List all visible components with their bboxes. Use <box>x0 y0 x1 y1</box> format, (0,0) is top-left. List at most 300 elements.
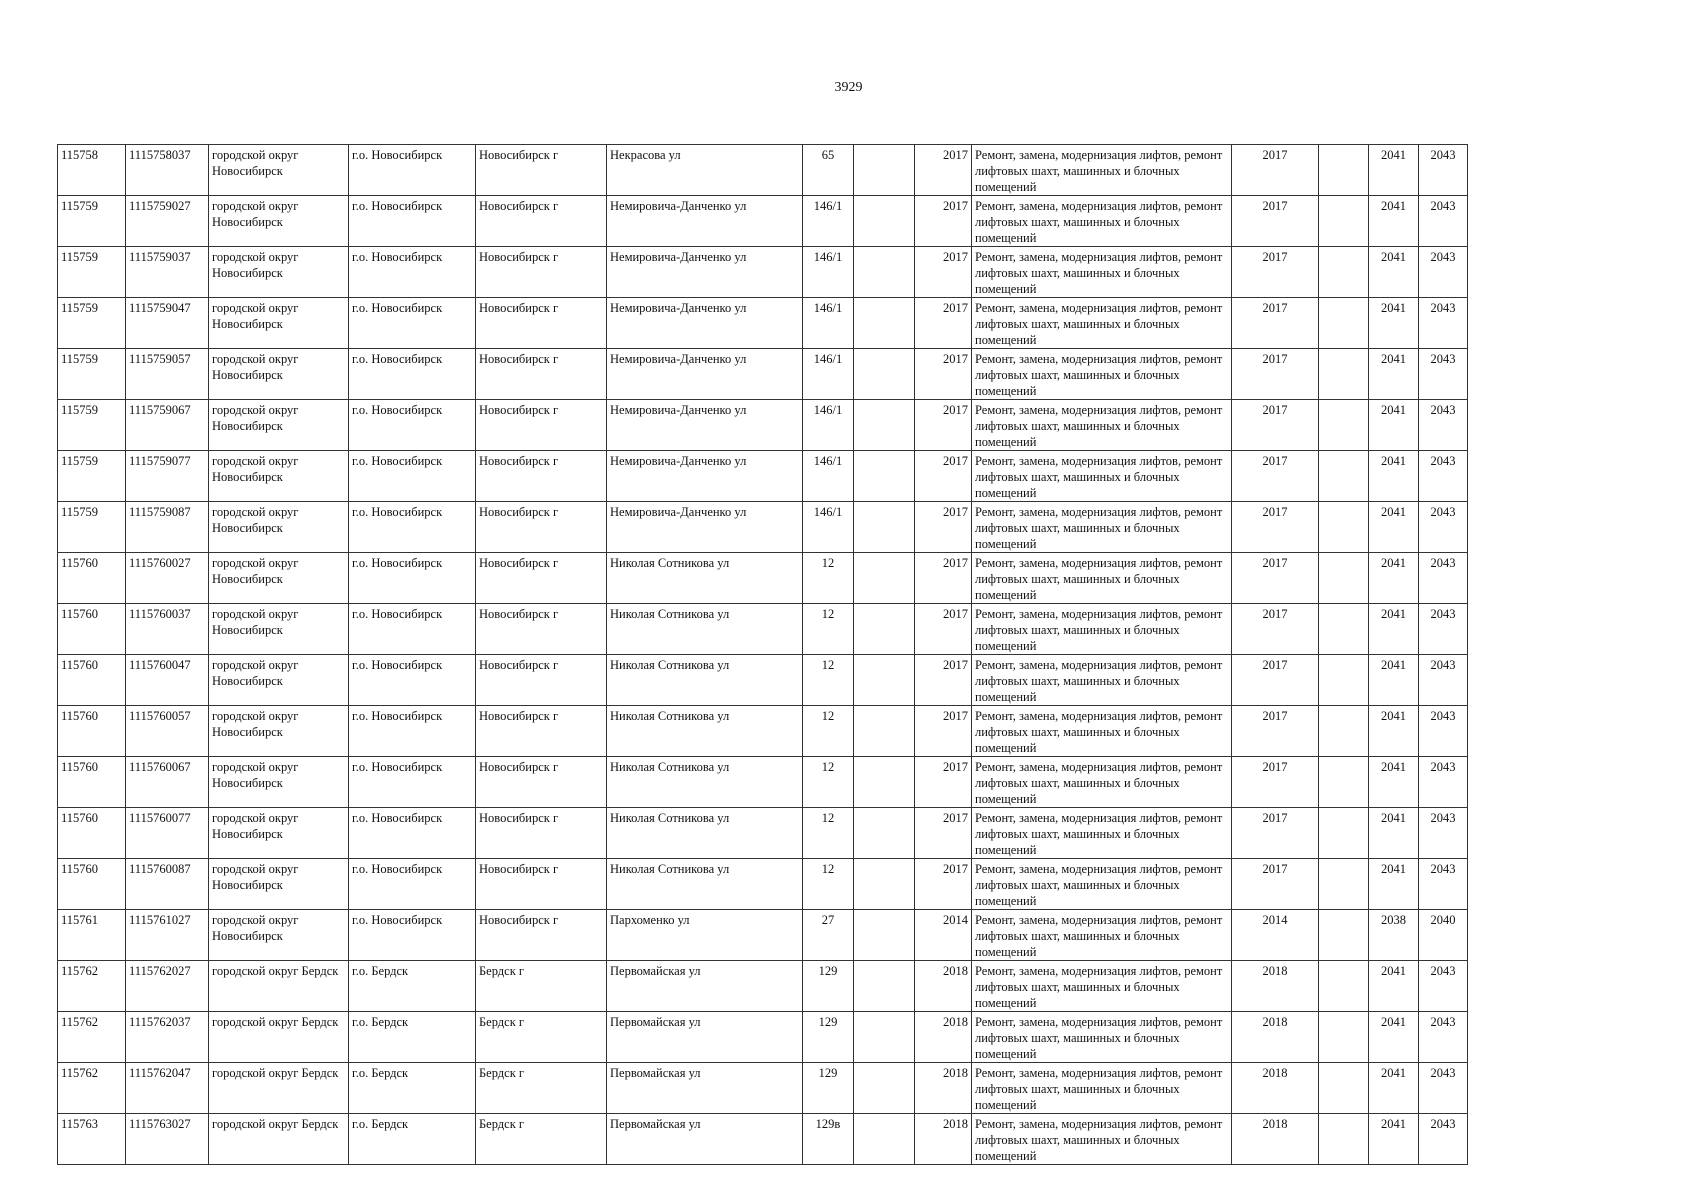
cell-district: городской округ Новосибирск <box>209 298 349 349</box>
cell-street: Николая Сотникова ул <box>607 604 803 655</box>
cell-extra <box>854 757 915 808</box>
cell-house: 146/1 <box>803 400 854 451</box>
cell-house: 129 <box>803 1063 854 1114</box>
cell-plan-year: 2018 <box>1232 1114 1319 1165</box>
table-row <box>58 145 1468 196</box>
cell-id: 115760 <box>58 859 126 910</box>
cell-to-year: 2043 <box>1419 655 1468 706</box>
cell-work-type: Ремонт, замена, модернизация лифтов, ремонт лифтовых шахт, машинных и блочных помещений <box>972 247 1232 298</box>
cell-to-year: 2043 <box>1419 451 1468 502</box>
cell-municipality: г.о. Новосибирск <box>349 706 476 757</box>
cell-extra <box>854 400 915 451</box>
cell-to-year: 2043 <box>1419 298 1468 349</box>
cell-id: 115759 <box>58 196 126 247</box>
cell-code: 1115760047 <box>126 655 209 706</box>
cell-city: Бердск г <box>476 1063 607 1114</box>
cell-to-year: 2043 <box>1419 604 1468 655</box>
cell-municipality: г.о. Новосибирск <box>349 859 476 910</box>
table-row <box>58 910 1468 961</box>
cell-from-year: 2041 <box>1369 502 1419 553</box>
cell-code: 1115759047 <box>126 298 209 349</box>
cell-blank <box>1319 298 1369 349</box>
cell-city: Новосибирск г <box>476 706 607 757</box>
cell-from-year: 2041 <box>1369 247 1419 298</box>
cell-municipality: г.о. Новосибирск <box>349 247 476 298</box>
cell-city: Новосибирск г <box>476 451 607 502</box>
cell-build-year: 2018 <box>915 1114 972 1165</box>
cell-extra <box>854 910 915 961</box>
cell-municipality: г.о. Новосибирск <box>349 757 476 808</box>
cell-district: городской округ Новосибирск <box>209 655 349 706</box>
cell-municipality: г.о. Бердск <box>349 1012 476 1063</box>
cell-extra <box>854 808 915 859</box>
cell-code: 1115759037 <box>126 247 209 298</box>
cell-id: 115759 <box>58 349 126 400</box>
cell-house: 12 <box>803 757 854 808</box>
cell-blank <box>1319 451 1369 502</box>
cell-to-year: 2040 <box>1419 910 1468 961</box>
table-row <box>58 247 1468 298</box>
cell-extra <box>854 349 915 400</box>
table-row <box>58 757 1468 808</box>
cell-blank <box>1319 706 1369 757</box>
cell-build-year: 2017 <box>915 859 972 910</box>
cell-id: 115762 <box>58 961 126 1012</box>
cell-municipality: г.о. Новосибирск <box>349 910 476 961</box>
cell-from-year: 2041 <box>1369 1012 1419 1063</box>
cell-id: 115763 <box>58 1114 126 1165</box>
cell-build-year: 2017 <box>915 502 972 553</box>
cell-build-year: 2017 <box>915 808 972 859</box>
cell-district: городской округ Новосибирск <box>209 196 349 247</box>
cell-street: Первомайская ул <box>607 961 803 1012</box>
cell-id: 115762 <box>58 1063 126 1114</box>
cell-house: 12 <box>803 859 854 910</box>
cell-work-type: Ремонт, замена, модернизация лифтов, ремонт лифтовых шахт, машинных и блочных помещений <box>972 1114 1232 1165</box>
cell-build-year: 2017 <box>915 400 972 451</box>
cell-house: 146/1 <box>803 298 854 349</box>
cell-id: 115760 <box>58 655 126 706</box>
cell-city: Новосибирск г <box>476 655 607 706</box>
cell-to-year: 2043 <box>1419 1012 1468 1063</box>
table-row <box>58 961 1468 1012</box>
cell-municipality: г.о. Новосибирск <box>349 502 476 553</box>
cell-blank <box>1319 655 1369 706</box>
cell-house: 146/1 <box>803 502 854 553</box>
cell-street: Пархоменко ул <box>607 910 803 961</box>
cell-plan-year: 2017 <box>1232 757 1319 808</box>
cell-from-year: 2041 <box>1369 808 1419 859</box>
cell-build-year: 2017 <box>915 247 972 298</box>
cell-extra <box>854 961 915 1012</box>
cell-extra <box>854 145 915 196</box>
cell-plan-year: 2018 <box>1232 1012 1319 1063</box>
cell-house: 12 <box>803 706 854 757</box>
cell-district: городской округ Бердск <box>209 1012 349 1063</box>
cell-work-type: Ремонт, замена, модернизация лифтов, ремонт лифтовых шахт, машинных и блочных помещений <box>972 298 1232 349</box>
cell-to-year: 2043 <box>1419 808 1468 859</box>
cell-code: 1115758037 <box>126 145 209 196</box>
cell-from-year: 2041 <box>1369 655 1419 706</box>
cell-municipality: г.о. Новосибирск <box>349 349 476 400</box>
cell-extra <box>854 1012 915 1063</box>
cell-blank <box>1319 1063 1369 1114</box>
cell-extra <box>854 451 915 502</box>
cell-code: 1115762027 <box>126 961 209 1012</box>
cell-street: Николая Сотникова ул <box>607 859 803 910</box>
cell-house: 129 <box>803 1012 854 1063</box>
cell-house: 146/1 <box>803 196 854 247</box>
cell-to-year: 2043 <box>1419 757 1468 808</box>
cell-extra <box>854 247 915 298</box>
cell-city: Новосибирск г <box>476 553 607 604</box>
table-row <box>58 604 1468 655</box>
cell-code: 1115760067 <box>126 757 209 808</box>
cell-build-year: 2018 <box>915 1012 972 1063</box>
cell-house: 146/1 <box>803 247 854 298</box>
cell-plan-year: 2018 <box>1232 1063 1319 1114</box>
cell-blank <box>1319 1012 1369 1063</box>
cell-district: городской округ Новосибирск <box>209 145 349 196</box>
table-row <box>58 655 1468 706</box>
cell-build-year: 2018 <box>915 1063 972 1114</box>
cell-id: 115760 <box>58 553 126 604</box>
cell-id: 115759 <box>58 502 126 553</box>
cell-city: Новосибирск г <box>476 145 607 196</box>
cell-blank <box>1319 604 1369 655</box>
cell-code: 1115759057 <box>126 349 209 400</box>
cell-code: 1115759077 <box>126 451 209 502</box>
cell-district: городской округ Новосибирск <box>209 706 349 757</box>
cell-house: 12 <box>803 655 854 706</box>
cell-code: 1115760057 <box>126 706 209 757</box>
cell-plan-year: 2017 <box>1232 400 1319 451</box>
cell-blank <box>1319 553 1369 604</box>
cell-id: 115759 <box>58 400 126 451</box>
cell-to-year: 2043 <box>1419 961 1468 1012</box>
cell-street: Немировича-Данченко ул <box>607 451 803 502</box>
cell-from-year: 2038 <box>1369 910 1419 961</box>
cell-district: городской округ Бердск <box>209 1063 349 1114</box>
cell-to-year: 2043 <box>1419 1114 1468 1165</box>
cell-blank <box>1319 808 1369 859</box>
cell-blank <box>1319 196 1369 247</box>
cell-from-year: 2041 <box>1369 961 1419 1012</box>
cell-id: 115760 <box>58 706 126 757</box>
cell-plan-year: 2017 <box>1232 706 1319 757</box>
cell-work-type: Ремонт, замена, модернизация лифтов, ремонт лифтовых шахт, машинных и блочных помещений <box>972 502 1232 553</box>
table-row <box>58 1012 1468 1063</box>
cell-from-year: 2041 <box>1369 859 1419 910</box>
cell-street: Немировича-Данченко ул <box>607 400 803 451</box>
cell-municipality: г.о. Новосибирск <box>349 400 476 451</box>
cell-district: городской округ Новосибирск <box>209 910 349 961</box>
registry-rows <box>58 145 1468 1165</box>
cell-to-year: 2043 <box>1419 145 1468 196</box>
cell-city: Новосибирск г <box>476 196 607 247</box>
cell-build-year: 2017 <box>915 145 972 196</box>
cell-to-year: 2043 <box>1419 502 1468 553</box>
cell-municipality: г.о. Новосибирск <box>349 145 476 196</box>
cell-build-year: 2017 <box>915 706 972 757</box>
cell-code: 1115762037 <box>126 1012 209 1063</box>
cell-house: 12 <box>803 808 854 859</box>
cell-district: городской округ Новосибирск <box>209 400 349 451</box>
cell-city: Новосибирск г <box>476 910 607 961</box>
cell-work-type: Ремонт, замена, модернизация лифтов, ремонт лифтовых шахт, машинных и блочных помещений <box>972 757 1232 808</box>
cell-blank <box>1319 247 1369 298</box>
cell-city: Бердск г <box>476 961 607 1012</box>
cell-from-year: 2041 <box>1369 604 1419 655</box>
cell-extra <box>854 1114 915 1165</box>
cell-house: 146/1 <box>803 349 854 400</box>
cell-build-year: 2017 <box>915 553 972 604</box>
cell-plan-year: 2017 <box>1232 247 1319 298</box>
cell-street: Немировича-Данченко ул <box>607 349 803 400</box>
cell-build-year: 2017 <box>915 298 972 349</box>
cell-build-year: 2017 <box>915 757 972 808</box>
cell-work-type: Ремонт, замена, модернизация лифтов, ремонт лифтовых шахт, машинных и блочных помещений <box>972 859 1232 910</box>
cell-code: 1115759067 <box>126 400 209 451</box>
cell-city: Новосибирск г <box>476 400 607 451</box>
cell-plan-year: 2017 <box>1232 298 1319 349</box>
cell-id: 115759 <box>58 247 126 298</box>
cell-plan-year: 2017 <box>1232 553 1319 604</box>
page-number: 3929 <box>834 80 863 95</box>
cell-district: городской округ Бердск <box>209 961 349 1012</box>
cell-work-type: Ремонт, замена, модернизация лифтов, ремонт лифтовых шахт, машинных и блочных помещений <box>972 808 1232 859</box>
cell-from-year: 2041 <box>1369 706 1419 757</box>
table-row <box>58 502 1468 553</box>
cell-work-type: Ремонт, замена, модернизация лифтов, ремонт лифтовых шахт, машинных и блочных помещений <box>972 604 1232 655</box>
cell-city: Новосибирск г <box>476 808 607 859</box>
cell-extra <box>854 706 915 757</box>
cell-plan-year: 2017 <box>1232 859 1319 910</box>
table-row <box>58 808 1468 859</box>
table-row <box>58 706 1468 757</box>
table-row <box>58 400 1468 451</box>
cell-street: Николая Сотникова ул <box>607 706 803 757</box>
cell-work-type: Ремонт, замена, модернизация лифтов, ремонт лифтовых шахт, машинных и блочных помещений <box>972 910 1232 961</box>
cell-blank <box>1319 961 1369 1012</box>
cell-house: 27 <box>803 910 854 961</box>
cell-street: Немировича-Данченко ул <box>607 502 803 553</box>
cell-municipality: г.о. Новосибирск <box>349 451 476 502</box>
cell-from-year: 2041 <box>1369 400 1419 451</box>
cell-plan-year: 2017 <box>1232 502 1319 553</box>
cell-plan-year: 2017 <box>1232 808 1319 859</box>
cell-street: Первомайская ул <box>607 1063 803 1114</box>
table-row <box>58 298 1468 349</box>
cell-district: городской округ Новосибирск <box>209 757 349 808</box>
cell-work-type: Ремонт, замена, модернизация лифтов, ремонт лифтовых шахт, машинных и блочных помещений <box>972 196 1232 247</box>
cell-code: 1115760077 <box>126 808 209 859</box>
cell-street: Николая Сотникова ул <box>607 553 803 604</box>
cell-municipality: г.о. Бердск <box>349 1114 476 1165</box>
cell-from-year: 2041 <box>1369 145 1419 196</box>
cell-id: 115760 <box>58 604 126 655</box>
table-row <box>58 859 1468 910</box>
cell-work-type: Ремонт, замена, модернизация лифтов, ремонт лифтовых шахт, машинных и блочных помещений <box>972 145 1232 196</box>
cell-from-year: 2041 <box>1369 553 1419 604</box>
cell-to-year: 2043 <box>1419 706 1468 757</box>
cell-work-type: Ремонт, замена, модернизация лифтов, ремонт лифтовых шахт, машинных и блочных помещений <box>972 706 1232 757</box>
cell-district: городской округ Новосибирск <box>209 502 349 553</box>
cell-extra <box>854 859 915 910</box>
cell-id: 115760 <box>58 757 126 808</box>
cell-extra <box>854 1063 915 1114</box>
cell-code: 1115762047 <box>126 1063 209 1114</box>
cell-street: Некрасова ул <box>607 145 803 196</box>
cell-build-year: 2014 <box>915 910 972 961</box>
cell-work-type: Ремонт, замена, модернизация лифтов, ремонт лифтовых шахт, машинных и блочных помещений <box>972 349 1232 400</box>
cell-municipality: г.о. Бердск <box>349 1063 476 1114</box>
cell-build-year: 2018 <box>915 961 972 1012</box>
cell-district: городской округ Новосибирск <box>209 553 349 604</box>
cell-code: 1115759027 <box>126 196 209 247</box>
cell-plan-year: 2017 <box>1232 655 1319 706</box>
cell-district: городской округ Новосибирск <box>209 349 349 400</box>
table-row <box>58 553 1468 604</box>
cell-house: 12 <box>803 553 854 604</box>
cell-plan-year: 2014 <box>1232 910 1319 961</box>
cell-to-year: 2043 <box>1419 400 1468 451</box>
registry-table <box>57 144 1468 1165</box>
cell-id: 115759 <box>58 298 126 349</box>
cell-blank <box>1319 1114 1369 1165</box>
cell-build-year: 2017 <box>915 655 972 706</box>
cell-district: городской округ Новосибирск <box>209 604 349 655</box>
cell-house: 129 <box>803 961 854 1012</box>
cell-plan-year: 2017 <box>1232 451 1319 502</box>
cell-to-year: 2043 <box>1419 859 1468 910</box>
cell-from-year: 2041 <box>1369 298 1419 349</box>
cell-municipality: г.о. Бердск <box>349 961 476 1012</box>
cell-work-type: Ремонт, замена, модернизация лифтов, ремонт лифтовых шахт, машинных и блочных помещений <box>972 961 1232 1012</box>
cell-from-year: 2041 <box>1369 451 1419 502</box>
cell-work-type: Ремонт, замена, модернизация лифтов, ремонт лифтовых шахт, машинных и блочных помещений <box>972 1063 1232 1114</box>
cell-blank <box>1319 859 1369 910</box>
cell-house: 65 <box>803 145 854 196</box>
table-row <box>58 451 1468 502</box>
cell-work-type: Ремонт, замена, модернизация лифтов, ремонт лифтовых шахт, машинных и блочных помещений <box>972 655 1232 706</box>
cell-extra <box>854 298 915 349</box>
table-row <box>58 349 1468 400</box>
cell-to-year: 2043 <box>1419 196 1468 247</box>
cell-city: Новосибирск г <box>476 604 607 655</box>
cell-house: 146/1 <box>803 451 854 502</box>
cell-code: 1115759087 <box>126 502 209 553</box>
cell-code: 1115763027 <box>126 1114 209 1165</box>
cell-id: 115758 <box>58 145 126 196</box>
cell-blank <box>1319 145 1369 196</box>
cell-municipality: г.о. Новосибирск <box>349 655 476 706</box>
cell-district: городской округ Бердск <box>209 1114 349 1165</box>
cell-city: Новосибирск г <box>476 502 607 553</box>
cell-street: Первомайская ул <box>607 1114 803 1165</box>
cell-blank <box>1319 910 1369 961</box>
cell-extra <box>854 655 915 706</box>
cell-id: 115759 <box>58 451 126 502</box>
cell-city: Новосибирск г <box>476 349 607 400</box>
cell-city: Новосибирск г <box>476 757 607 808</box>
cell-street: Николая Сотникова ул <box>607 808 803 859</box>
cell-extra <box>854 604 915 655</box>
cell-from-year: 2041 <box>1369 196 1419 247</box>
cell-plan-year: 2017 <box>1232 349 1319 400</box>
cell-municipality: г.о. Новосибирск <box>349 553 476 604</box>
cell-municipality: г.о. Новосибирск <box>349 808 476 859</box>
cell-street: Первомайская ул <box>607 1012 803 1063</box>
cell-id: 115761 <box>58 910 126 961</box>
cell-build-year: 2017 <box>915 196 972 247</box>
cell-municipality: г.о. Новосибирск <box>349 196 476 247</box>
cell-id: 115760 <box>58 808 126 859</box>
cell-house: 12 <box>803 604 854 655</box>
cell-code: 1115760087 <box>126 859 209 910</box>
cell-to-year: 2043 <box>1419 553 1468 604</box>
cell-to-year: 2043 <box>1419 1063 1468 1114</box>
cell-extra <box>854 502 915 553</box>
cell-street: Немировича-Данченко ул <box>607 247 803 298</box>
cell-work-type: Ремонт, замена, модернизация лифтов, ремонт лифтовых шахт, машинных и блочных помещений <box>972 400 1232 451</box>
cell-street: Николая Сотникова ул <box>607 655 803 706</box>
cell-code: 1115760037 <box>126 604 209 655</box>
cell-plan-year: 2017 <box>1232 145 1319 196</box>
cell-work-type: Ремонт, замена, модернизация лифтов, ремонт лифтовых шахт, машинных и блочных помещений <box>972 553 1232 604</box>
cell-from-year: 2041 <box>1369 1063 1419 1114</box>
cell-street: Немировича-Данченко ул <box>607 298 803 349</box>
cell-municipality: г.о. Новосибирск <box>349 298 476 349</box>
table-row <box>58 196 1468 247</box>
cell-to-year: 2043 <box>1419 247 1468 298</box>
cell-build-year: 2017 <box>915 451 972 502</box>
cell-extra <box>854 196 915 247</box>
cell-work-type: Ремонт, замена, модернизация лифтов, ремонт лифтовых шахт, машинных и блочных помещений <box>972 1012 1232 1063</box>
table-row <box>58 1063 1468 1114</box>
cell-from-year: 2041 <box>1369 349 1419 400</box>
cell-to-year: 2043 <box>1419 349 1468 400</box>
cell-work-type: Ремонт, замена, модернизация лифтов, ремонт лифтовых шахт, машинных и блочных помещений <box>972 451 1232 502</box>
cell-district: городской округ Новосибирск <box>209 247 349 298</box>
cell-city: Новосибирск г <box>476 247 607 298</box>
cell-plan-year: 2018 <box>1232 961 1319 1012</box>
cell-blank <box>1319 400 1369 451</box>
cell-blank <box>1319 757 1369 808</box>
cell-district: городской округ Новосибирск <box>209 859 349 910</box>
cell-city: Новосибирск г <box>476 298 607 349</box>
table-row <box>58 1114 1468 1165</box>
cell-build-year: 2017 <box>915 604 972 655</box>
cell-code: 1115760027 <box>126 553 209 604</box>
cell-district: городской округ Новосибирск <box>209 808 349 859</box>
cell-blank <box>1319 349 1369 400</box>
cell-city: Бердск г <box>476 1114 607 1165</box>
cell-house: 129в <box>803 1114 854 1165</box>
cell-district: городской округ Новосибирск <box>209 451 349 502</box>
cell-id: 115762 <box>58 1012 126 1063</box>
cell-street: Немировича-Данченко ул <box>607 196 803 247</box>
cell-city: Новосибирск г <box>476 859 607 910</box>
cell-from-year: 2041 <box>1369 1114 1419 1165</box>
cell-build-year: 2017 <box>915 349 972 400</box>
cell-code: 1115761027 <box>126 910 209 961</box>
cell-street: Николая Сотникова ул <box>607 757 803 808</box>
cell-from-year: 2041 <box>1369 757 1419 808</box>
cell-plan-year: 2017 <box>1232 604 1319 655</box>
cell-plan-year: 2017 <box>1232 196 1319 247</box>
cell-blank <box>1319 502 1369 553</box>
